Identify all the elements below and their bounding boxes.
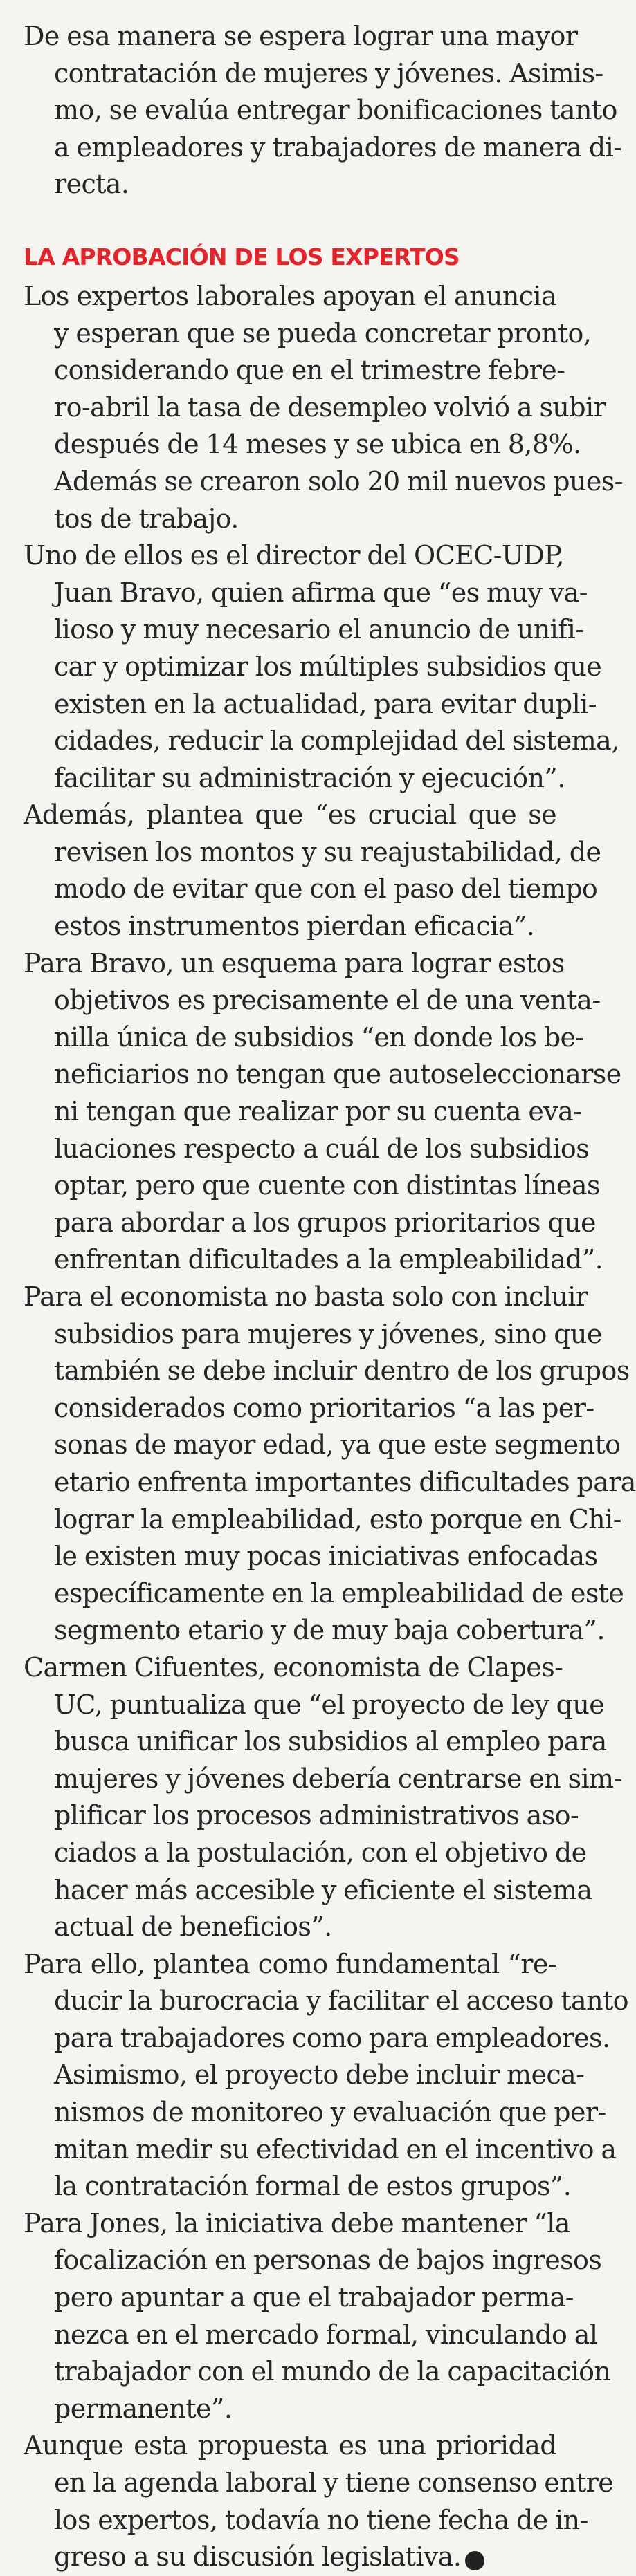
text-line: nilla única de subsidios “en donde los be- xyxy=(54,1021,584,1053)
text-line: objetivos es precisamente el de una venta- xyxy=(54,985,601,1016)
paragraph-2 xyxy=(24,278,623,537)
text-line: Los expertos laborales apoyan el anuncia xyxy=(24,280,556,311)
text-line: mo, se evalúa entregar bonificaciones tanto xyxy=(54,95,617,126)
text-line: facilitar su administración y ejecución”. xyxy=(54,762,565,793)
text-line: tos de trabajo. xyxy=(54,503,239,534)
text-line: sonas de mayor edad, ya que este segmento xyxy=(54,1429,621,1461)
text-line: lograr la empleabilidad, esto porque en Chi- xyxy=(54,1503,621,1535)
text-line: modo de evitar que con el paso del tiempo xyxy=(54,873,598,905)
text-line: ciados a la postulación, con el objetivo de xyxy=(54,1837,587,1868)
text-line: pero apuntar a que el trabajador perma- xyxy=(54,2282,574,2313)
paragraph-1 xyxy=(24,18,622,203)
text-line: contratación de mujeres y jóvenes. Asimis- xyxy=(54,57,603,89)
text-line: Para el economista no basta solo con incluir xyxy=(24,1281,588,1312)
text-line: trabajador con el mundo de la capacitación xyxy=(54,2356,611,2387)
text-line: hacer más accesible y eficiente el sistema xyxy=(54,1874,592,1905)
text-line: estos instrumentos pierdan eficacia”. xyxy=(54,911,535,942)
text-line: Uno de ellos es el director del OCEC-UDP, xyxy=(24,540,564,571)
paragraph-5 xyxy=(24,945,621,1279)
text-line: ducir la burocracia y facilitar el acceso tanto xyxy=(54,1985,628,2017)
text-line: greso a su discusión legislativa. P xyxy=(54,2541,505,2573)
text-line: busca unificar los subsidios al empleo para xyxy=(54,1726,607,1757)
text-line: la contratación formal de estos grupos”. xyxy=(54,2171,572,2202)
text-line: plificar los procesos administrativos aso- xyxy=(54,1800,579,1831)
text-line: Para Jones, la iniciativa debe mantener “la xyxy=(24,2207,570,2239)
text-line: Aunque esta propuesta es una prioridad xyxy=(24,2430,556,2461)
text-line: Además se crearon solo 20 mil nuevos pues- xyxy=(54,465,623,497)
text-line: enfrentan dificultades a la empleabilidad”. xyxy=(54,1244,603,1275)
text-line: nezca en el mercado formal, vinculando al xyxy=(54,2319,598,2350)
text-line: nismos de monitoreo y evaluación que per- xyxy=(54,2097,606,2128)
paragraph-9 xyxy=(24,2205,611,2428)
text-line: Además, plantea que “es crucial que se xyxy=(24,799,556,831)
text-line: Asimismo, el proyecto debe incluir meca- xyxy=(54,2059,585,2091)
paragraph-8 xyxy=(24,1946,628,2205)
text-line: neficiarios no tengan que autoseleccionarse xyxy=(54,1059,621,1090)
text-line: Para Bravo, un esquema para lograr estos xyxy=(24,947,565,979)
paragraph-10 xyxy=(24,2427,614,2575)
text-line: para abordar a los grupos prioritarios que xyxy=(54,1207,596,1238)
text-line: ro-abril la tasa de desempleo volvió a subir xyxy=(54,391,606,423)
text-line: Juan Bravo, quien afirma que “es muy va- xyxy=(54,577,588,608)
text-line: después de 14 meses y se ubica en 8,8%. xyxy=(54,429,581,460)
text-line: De esa manera se espera lograr una mayor xyxy=(24,21,578,51)
text-line: lioso y muy necesario el anuncio de unifi- xyxy=(54,614,584,645)
text-line: Carmen Cifuentes, economista de Clapes- xyxy=(24,1651,563,1683)
text-line: y esperan que se pueda concretar pronto, xyxy=(54,317,592,349)
paragraph-6 xyxy=(24,1279,636,1649)
text-line: UC, puntualiza que “el proyecto de ley que xyxy=(54,1689,605,1720)
paragraph-7 xyxy=(24,1649,622,1946)
section-heading: LA APROBACIÓN DE LOS EXPERTOS xyxy=(24,243,460,270)
text-line: etario enfrenta importantes dificultades para xyxy=(54,1466,636,1497)
text-line: mujeres y jóvenes debería centrarse en sim- xyxy=(54,1763,622,1794)
text-line: car y optimizar los múltiples subsidios que xyxy=(54,651,602,682)
text-line: optar, pero que cuente con distintas líneas xyxy=(54,1170,600,1201)
text-line: existen en la actualidad, para evitar dupli- xyxy=(54,688,597,719)
text-line: los expertos, todavía no tiene fecha de in- xyxy=(54,2504,588,2535)
text-line: también se debe incluir dentro de los grupos xyxy=(54,1355,630,1387)
text-line: para trabajadores como para empleadores. xyxy=(54,2022,610,2053)
text-line: considerados como prioritarios “a las per- xyxy=(54,1392,594,1423)
text-line: segmento etario y de muy baja cobertura”. xyxy=(54,1615,605,1646)
text-line: mitan medir su efectividad en el incentivo a xyxy=(54,2133,617,2165)
paragraph-4 xyxy=(24,797,601,945)
text-line: recta. xyxy=(54,169,129,200)
text-line: en la agenda laboral y tiene consenso entre xyxy=(54,2467,614,2498)
text-line: considerando que en el trimestre febre- xyxy=(54,355,565,386)
text-line: focalización en personas de bajos ingresos xyxy=(54,2245,602,2276)
text-line: cidades, reducir la complejidad del sistema, xyxy=(54,725,619,757)
text-line: permanente”. xyxy=(54,2393,233,2424)
end-of-article-icon: P xyxy=(465,2551,484,2570)
text-line: Para ello, plantea como fundamental “re- xyxy=(24,1948,556,1979)
text-line: le existen muy pocas iniciativas enfocadas xyxy=(54,1541,598,1572)
text-line: a empleadores y trabajadores de manera di- xyxy=(54,131,622,163)
text-line: subsidios para mujeres y jóvenes, sino que xyxy=(54,1318,602,1349)
text-line: revisen los montos y su reajustabilidad, de xyxy=(54,836,601,867)
text-line: luaciones respecto a cuál de los subsidios xyxy=(54,1133,590,1164)
text-line: específicamente en la empleabilidad de este xyxy=(54,1577,624,1609)
text-line: ni tengan que realizar por su cuenta eva- xyxy=(54,1096,582,1127)
paragraph-3 xyxy=(24,537,619,797)
article-column xyxy=(24,18,636,2576)
text-line: actual de beneficios”. xyxy=(54,1911,332,1943)
